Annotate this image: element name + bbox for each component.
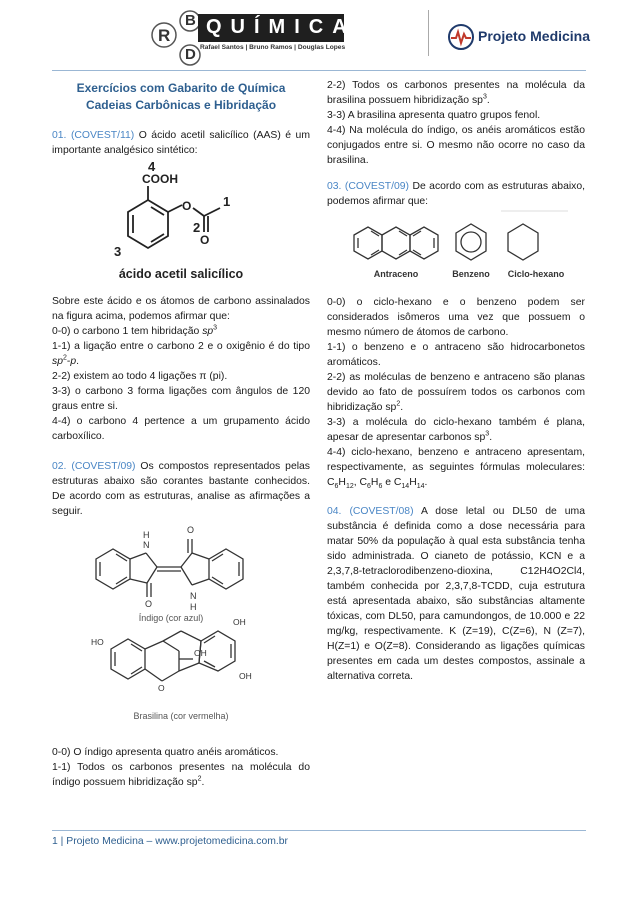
header-rule bbox=[52, 70, 586, 71]
page-title bbox=[52, 80, 310, 114]
q2-item-33: 3-3) A brasilina apresenta quatro grupos fenol. bbox=[327, 110, 541, 121]
logo-letter-b: B bbox=[185, 12, 196, 29]
left-column bbox=[52, 78, 310, 790]
title-line-2: Cadeias Carbônicas e Hibridação bbox=[85, 98, 277, 112]
brand-authors: Rafael Santos | Bruno Ramos | Douglas Lopes bbox=[200, 44, 346, 51]
header-divider bbox=[428, 10, 429, 56]
indigo-atom-o-bottom: O bbox=[145, 599, 153, 609]
q3-number: 03. bbox=[327, 181, 342, 192]
q2-source: (COVEST/09) bbox=[71, 461, 136, 472]
indigo-caption: Índigo (cor azul) bbox=[138, 613, 204, 623]
q1-item-44: 4-4) o carbono 4 pertence a um grupamento ácido carboxílico. bbox=[52, 416, 310, 442]
footer-rule bbox=[52, 830, 586, 831]
aas-carbonyl-oxygen: O bbox=[200, 233, 210, 247]
indigo-brasilina-figure bbox=[61, 519, 301, 745]
indigo-atom-n-left: N bbox=[143, 540, 150, 550]
aas-label-3: 3 bbox=[114, 244, 122, 259]
q1-stem: Sobre este ácido e os átomos de carbono assinalados na figura acima, podemos afirmar que: bbox=[52, 296, 310, 322]
q1-intro bbox=[52, 128, 310, 158]
brasilina-atom-oh-right: OH bbox=[239, 671, 252, 681]
aas-structure-figure bbox=[96, 158, 266, 286]
footer-text: | Projeto Medicina – www.projetomedicina.com.br bbox=[60, 836, 289, 847]
aas-cooh-label: COOH bbox=[142, 172, 178, 186]
q2-item-00: 0-0) O índigo apresenta quatro anéis aromáticos. bbox=[52, 747, 279, 758]
q1-intro-text: O ácido acetil salicílico (AAS) é um importante analgésico sintético: bbox=[52, 130, 310, 156]
q3-item-00: 0-0) o ciclo-hexano e o benzeno podem ser considerados isômeros uma vez que possuem o mesmo número de átomos de carbono. bbox=[327, 297, 585, 338]
title-line-1: Exercícios com Gabarito de Química bbox=[76, 81, 286, 95]
q1-item-00: 0-0) o carbono 1 tem hibridação $sp^3$ bbox=[52, 324, 218, 337]
q1-item-22: 2-2) existem ao todo 4 ligações π (pi). bbox=[52, 371, 228, 382]
right-column bbox=[327, 78, 585, 684]
q4-number: 04. bbox=[327, 506, 342, 517]
label-benzeno: Benzeno bbox=[452, 269, 490, 279]
brasilina-caption: Brasilina (cor vermelha) bbox=[133, 711, 229, 721]
brasilina-atom-oh-mid: OH bbox=[194, 648, 207, 658]
logo-letter-r: R bbox=[158, 26, 171, 45]
brasilina-atom-ho: HO bbox=[91, 637, 104, 647]
q3-intro-text: De acordo com as estruturas abaixo, podemos afirmar que: bbox=[327, 181, 586, 207]
page-footer bbox=[52, 836, 288, 847]
q2-intro-text: Os compostos representados pelas estruturas abaixo são corantes bastante conhecidos. De acordo com as estruturas, analise as afirmações a seguir. bbox=[52, 461, 311, 517]
brasilina-atom-oh-top: OH bbox=[233, 617, 246, 627]
brand-name: QUÍMICA bbox=[206, 16, 356, 38]
q2-item-11: 1-1) Todos os carbonos presentes na molécula do índigo possuem hibridização $sp^2$. bbox=[52, 762, 310, 788]
aas-ester-oxygen: O bbox=[182, 199, 192, 213]
q3-intro bbox=[327, 179, 585, 209]
page-number: 1 bbox=[52, 836, 58, 847]
q1-number: 01. bbox=[52, 130, 67, 141]
indigo-atom-h-right: H bbox=[190, 602, 197, 612]
hydrocarbons-figure bbox=[336, 209, 576, 281]
q2-number: 02. bbox=[52, 461, 67, 472]
q4-text bbox=[327, 504, 585, 684]
q3-item-11: 1-1) o benzeno e o antraceno são hidrocarbonetos aromáticos. bbox=[327, 342, 585, 368]
q4-body: A dose letal ou DL50 de uma substância é definida como a dose necessária para matar 50% da população à qual esta substância tenha sido administrada. O cianeto de potássio, KCN e a 2,3,7,8-tetraclorodibenzeno-dioxina, C12H4O2Cl4, também conhecida por 2,3,7,8-TCDD, cuja estrutura está apresentada abaixo, são substâncias altamente tóxicas, com DL50, para camundongos, de 10.000 e 22 mg/kg, respectivamente. K (Z=19), C(Z=6), N (Z=7), H(Z=1) e O(Z=8). Considerando as ligações químicas presentes em cada um destes compostos, assinale a alternativa correta. bbox=[327, 506, 585, 682]
label-antraceno: Antraceno bbox=[373, 269, 419, 279]
q2-intro bbox=[52, 459, 310, 519]
q3-item-44: 4-4) ciclo-hexano, benzeno e antraceno apresentam, respectivamente, as seguintes fórmulas moleculares: $C_6H_{12}$, $C_6H_6$ e $C_{14}H_{14}$. bbox=[327, 447, 585, 491]
q4-source: (COVEST/08) bbox=[349, 506, 414, 517]
indigo-atom-n-right: N bbox=[190, 591, 197, 601]
q1-item-33: 3-3) o carbono 3 forma ligações com ângulos de 120 graus entre si. bbox=[52, 386, 310, 412]
site-name: Projeto Medicina bbox=[478, 28, 591, 44]
aas-label-2: 2 bbox=[193, 220, 201, 235]
q1-item-11: 1-1) a ligação entre o carbono 2 e o oxigênio é do tipo $sp^2-p$. bbox=[52, 341, 310, 367]
q3-item-22: 2-2) as moléculas de benzeno e antraceno são planas devido ao fato de possuírem todos os carbonos com hibridização $sp^2$. bbox=[327, 372, 585, 413]
label-ciclo-hexano: Ciclo-hexano bbox=[507, 269, 565, 279]
q2-item-44: 4-4) Na molécula do índigo, os anéis aromáticos estão conjugados entre si. O mesmo não ocorre no caso da brasilina. bbox=[327, 125, 585, 166]
indigo-atom-h-left: H bbox=[143, 530, 150, 540]
logo-letter-d: D bbox=[185, 46, 196, 63]
projeto-medicina-logo-icon bbox=[448, 24, 474, 50]
q3-source: (COVEST/09) bbox=[344, 181, 409, 192]
indigo-atom-o-top: O bbox=[187, 525, 195, 535]
aas-caption: ácido acetil salicílico bbox=[118, 267, 244, 281]
q3-item-33: 3-3) a molécula do ciclo-hexano também é plana, apesar de apresentar carbonos $sp^3$. bbox=[327, 417, 585, 443]
q2-item-22: 2-2) Todos os carbonos presentes na molécula da brasilina possuem hibridização $sp^3$. bbox=[327, 80, 585, 106]
aas-label-4: 4 bbox=[148, 159, 156, 174]
q1-source: (COVEST/11) bbox=[70, 130, 135, 141]
brasilina-atom-o: O bbox=[158, 683, 165, 693]
aas-label-1: 1 bbox=[223, 194, 231, 209]
